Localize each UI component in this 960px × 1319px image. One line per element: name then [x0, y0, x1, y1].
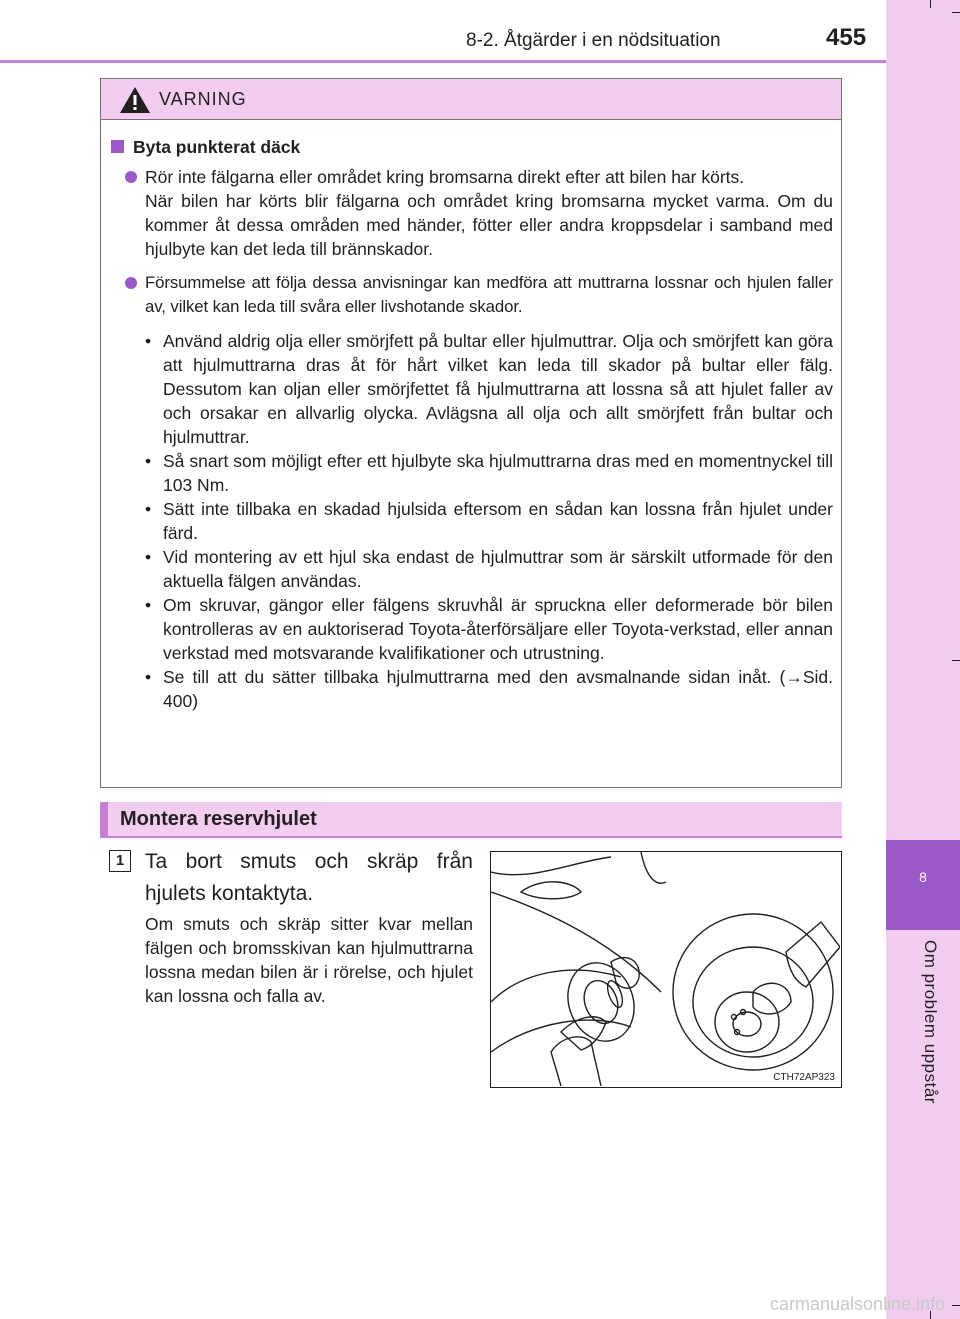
crop-mark: [952, 660, 960, 661]
warning-box: [100, 78, 842, 788]
header-rule: [0, 60, 886, 63]
list-item-text: Vid montering av ett hjul ska endast de hjulmuttrar som är särskilt utformade för den aktuella fälgen användas.: [163, 547, 833, 591]
warning-body: [111, 135, 833, 713]
wheel-cleaning-drawing: [491, 852, 840, 1086]
chapter-number-tab[interactable]: 8: [886, 840, 960, 930]
section-heading-bar: [100, 802, 842, 838]
warning-item: [111, 165, 833, 261]
list-item-text: Sätt inte tillbaka en skadad hjulsida eftersom en sådan kan lossna från hjulet under färd.: [163, 499, 833, 543]
crop-mark: [952, 1305, 960, 1306]
list-item: • Använd aldrig olja eller smörjfett på bultar eller hjulmuttrar. Olja och smörjfett kan göra att hjulmuttrarna dras åt för hårt vilket kan leda till skador på bultar eller fälg. Dessutom kan oljan eller smörjfettet få hjulmuttrarna att lossna så att hjulet faller av och orsakar en allvarlig olycka. Avlägsna all olja och allt smörjfett från bultar och hjulmuttrar.: [145, 331, 833, 447]
crop-mark: [930, 0, 931, 8]
list-item: • Om skruvar, gängor eller fälgens skruvhål är spruckna eller deformerade bör bilen kontrolleras av en auktoriserad Toyota-återförsäljare eller Toyota-verkstad, eller annan verkstad med motsvarande kvalifikationer och utrustning.: [145, 595, 833, 663]
page-number: 455: [826, 24, 867, 51]
list-item: • Sätt inte tillbaka en skadad hjulsida eftersom en sådan kan lossna från hjulet under färd.: [145, 499, 833, 543]
step-note: Om smuts och skräp sitter kvar mellan fälgen och bromsskivan kan hjulmuttrarna lossna medan bilen är i rörelse, och hjulet kan lossna och falla av.: [145, 914, 473, 1006]
list-item-text: Se till att du sätter tillbaka hjulmuttrarna med den avsmalnande sidan inåt. (→Sid. 400): [163, 667, 833, 711]
footer-watermark: carmanualsonline.info: [770, 1294, 946, 1314]
list-item-text: Så snart som möjligt efter ett hjulbyte ska hjulmuttrarna dras med en momentnyckel till 103 Nm.: [163, 451, 833, 495]
chapter-sidebar: [886, 0, 960, 1319]
warning-subheading-text: Byta punkterat däck: [133, 137, 301, 157]
section-header-title: 8-2. Åtgärder i en nödsituation: [466, 30, 721, 51]
list-item: • Se till att du sätter tillbaka hjulmuttrarna med den avsmalnande sidan inåt. (→Sid. 400): [145, 667, 833, 711]
circle-bullet-icon: [125, 171, 137, 183]
square-bullet-icon: [111, 140, 124, 153]
step-instruction: Ta bort smuts och skräp från hjulets kontaktyta.: [145, 850, 473, 905]
step-number-badge: 1: [109, 850, 131, 872]
list-item: • Så snart som möjligt efter ett hjulbyte ska hjulmuttrarna dras med en momentnyckel till 103 Nm.: [145, 451, 833, 495]
section-heading: Montera reservhjulet: [120, 808, 317, 830]
illustration-code: CTH72AP323: [773, 1072, 835, 1083]
warning-item-text: Försummelse att följa dessa anvisningar kan medföra att muttrarna lossnar och hjulen faller av, vilket kan leda till svåra eller livshotande skador.: [145, 273, 833, 316]
circle-bullet-icon: [125, 277, 137, 289]
warning-item-text: Rör inte fälgarna eller området kring bromsarna direkt efter att bilen har körts.: [145, 167, 745, 187]
chapter-title: Om problem uppstår: [921, 940, 940, 1104]
crop-mark: [952, 12, 960, 13]
wheel-cleaning-illustration: [490, 851, 842, 1088]
warning-item: [111, 271, 833, 319]
warning-title: VARNING: [159, 89, 247, 109]
list-item-text: Om skruvar, gängor eller fälgens skruvhål är spruckna eller deformerade bör bilen kontrolleras av en auktoriserad Toyota-återförsäljare eller Toyota-verkstad, eller annan verkstad med motsvarande kvalifikationer och utrustning.: [163, 595, 833, 663]
warning-header: [101, 79, 841, 120]
warning-item-text: När bilen har körts blir fälgarna och området kring bromsarna mycket varma. Om du kommer åt dessa områden med händer, fötter eller andra kroppsdelar i samband med hjulbyte kan det leda till brännskador.: [145, 191, 833, 259]
list-item-text: Använd aldrig olja eller smörjfett på bultar eller hjulmuttrar. Olja och smörjfett kan göra att hjulmuttrarna dras åt för hårt vilket kan leda till skador på bultar eller fälg. Dessutom kan oljan eller smörjfettet få hjulmuttrarna att lossna så att hjulet faller av och orsakar en allvarlig olycka. Avlägsna all olja och allt smörjfett från bultar och hjulmuttrar.: [163, 331, 833, 447]
list-item: • Vid montering av ett hjul ska endast de hjulmuttrar som är särskilt utformade för den aktuella fälgen användas.: [145, 547, 833, 591]
warning-bullet-list: [111, 329, 833, 713]
warning-subheading: [111, 135, 833, 159]
warning-triangle-icon: [119, 86, 151, 114]
